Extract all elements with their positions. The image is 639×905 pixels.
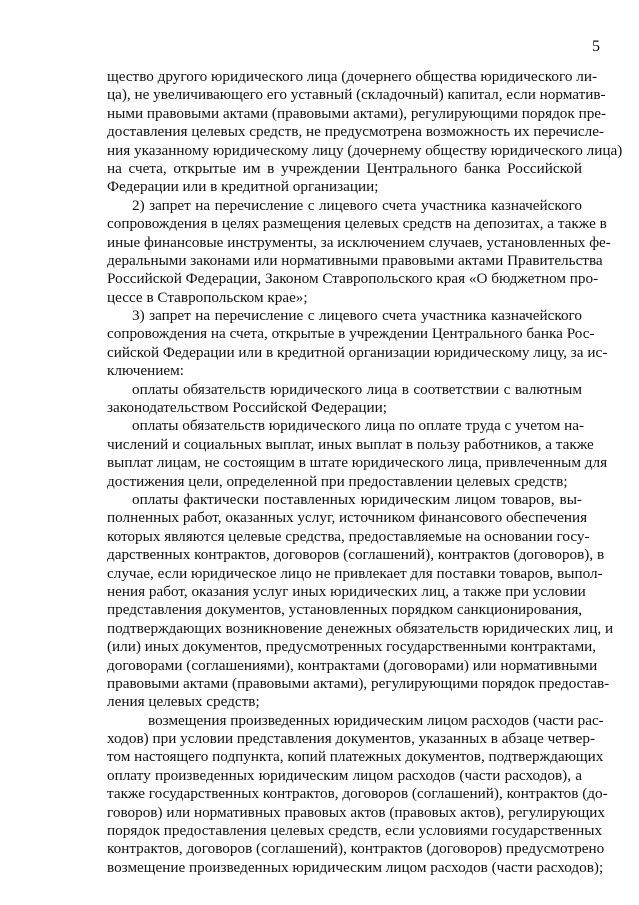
text-line: щество другого юридического лица (дочернего общества юридического ли- bbox=[107, 68, 598, 85]
text-line: представления документов, установленных порядком санкционирования, bbox=[107, 601, 583, 619]
text-line: цессе в Ставропольском крае»; bbox=[107, 288, 308, 306]
text-line: контрактов, договоров (соглашений), контрактов (договоров) предусмотрено bbox=[107, 840, 605, 858]
text-line: правовыми актами (правовыми актами), регулирующими порядок предостав- bbox=[107, 674, 610, 692]
text-line: Федерации или в кредитной организации; bbox=[107, 178, 379, 196]
text-line: том настоящего подпункта, копий платежных документов, подтверждающих bbox=[107, 748, 604, 766]
document-body bbox=[107, 68, 623, 877]
text-line: законодательством Российской Федерации; bbox=[107, 399, 387, 417]
text-line: оплату произведенных юридическим лицом расходов (части расходов), а bbox=[107, 766, 582, 784]
text-line: сопровождения в целях размещения целевых средств на депозитах, а также в bbox=[107, 215, 607, 233]
text-line: договорами (соглашениями), контрактами (договорами) или нормативными bbox=[107, 656, 598, 674]
text-line: доставления целевых средств, не предусмотрена возможность их перечисле- bbox=[107, 123, 605, 141]
text-line: случае, если юридическое лицо не привлекает для поставки товаров, выпол- bbox=[107, 564, 603, 582]
text-line: подтверждающих возникновение денежных обязательств юридических лиц, и bbox=[107, 619, 614, 637]
text-line: нения работ, оказания услуг иных юридических лиц, а также при условии bbox=[107, 582, 586, 600]
text-line: сопровождения на счета, открытые в учреждении Центрального банка Рос- bbox=[107, 325, 595, 343]
text-line: возмещения произведенных юридическим лицом расходов (части рас- bbox=[148, 711, 604, 729]
text-line: ключением: bbox=[107, 362, 184, 380]
text-line: достижения цели, определенной при предоставлении целевых средств; bbox=[107, 472, 568, 490]
text-line: иные финансовые инструменты, за исключением случаев, установленных фе- bbox=[107, 233, 611, 251]
text-line: 3) запрет на перечисление с лицевого счета участника казначейского bbox=[132, 307, 582, 325]
text-line: ходов) при условии представления документов, указанных в абзаце четвер- bbox=[107, 730, 596, 748]
page-number: 5 bbox=[592, 38, 600, 55]
text-line: числений и социальных выплат, иных выплат в пользу работников, а также bbox=[107, 435, 594, 453]
text-line: дарственных контрактов, договоров (соглашений), контрактов (договоров), в bbox=[107, 546, 605, 564]
text-line: на счета, открытые им в учреждении Центрального банка Российской bbox=[107, 159, 582, 177]
text-line: оплаты обязательств юридического лица по оплате труда с учетом на- bbox=[132, 417, 585, 435]
text-line: деральными законами или нормативными правовыми актами Правительства bbox=[107, 251, 603, 269]
text-line: оплаты обязательств юридического лица в соответствии с валютным bbox=[132, 380, 582, 398]
text-line: порядок предоставления целевых средств, если условиями государственных bbox=[107, 822, 603, 840]
text-line: говоров) или нормативных правовых актов (правовых актов), регулирующих bbox=[107, 803, 606, 821]
text-line: ными правовыми актами (правовыми актами), регулирующими порядок пре- bbox=[107, 104, 607, 122]
text-line: возмещение произведенных юридическим лицом расходов (части расходов); bbox=[107, 858, 604, 876]
text-line: сийской Федерации или в кредитной организации юридическому лицу, за ис- bbox=[107, 343, 608, 361]
text-line: выплат лицам, не состоящим в штате юридического лица, привлеченным для bbox=[107, 454, 608, 472]
text-line: оплаты фактически поставленных юридическим лицом товаров, вы- bbox=[132, 490, 582, 508]
text-line: ца), не увеличивающего его уставный (складочный) капитал, если норматив- bbox=[107, 86, 606, 104]
text-line: ния указанному юридическому лицу (дочернему обществу юридического лица) bbox=[107, 141, 623, 159]
text-line: Российской Федерации, Законом Ставропольского края «О бюджетном про- bbox=[107, 270, 599, 288]
text-line: ления целевых средств; bbox=[107, 693, 260, 711]
text-line: (или) иных документов, предусмотренных государственными контрактами, bbox=[107, 638, 597, 656]
text-line: 2) запрет на перечисление с лицевого счета участника казначейского bbox=[132, 196, 582, 214]
text-line: полненных работ, оказанных услуг, источником финансового обеспечения bbox=[107, 509, 588, 527]
text-line: которых являются целевые средства, предоставляемые на основании госу- bbox=[107, 527, 590, 545]
text-line: также государственных контрактов, договоров (соглашений), контрактов (до- bbox=[107, 785, 608, 803]
